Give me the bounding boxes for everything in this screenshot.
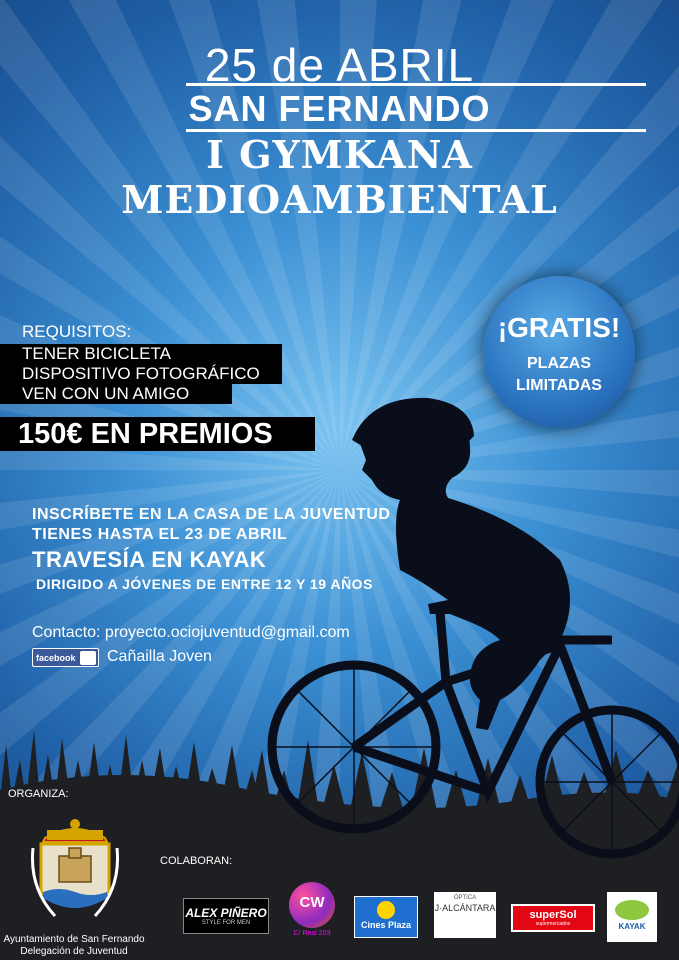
sponsor-kayak-name: KAYAK [618,922,646,931]
event-title: I GYMKANA MEDIOAMBIENTAL [121,132,558,222]
sponsor-optica-name: J·ALCÁNTARA [434,903,496,913]
requirement-item-friend: VEN CON UN AMIGO [0,384,232,404]
requirements-label: REQUISITOS: [22,322,132,341]
sponsor-alex-tagline: STYLE FOR MEN [201,920,251,926]
sponsor-cw [287,880,337,944]
sponsors-label: COLABORAN: [160,855,233,867]
sponsor-supersol-name: superSol [529,909,577,921]
sponsor-optica-top: ÓPTICA [453,895,477,901]
sponsor-cines-name: Cines Plaza [360,920,412,930]
sponsor-alex-name: ALEX PIÑERO [185,906,267,920]
cines-plaza-icon [377,901,395,919]
free-badge-line1: PLAZAS [527,355,591,372]
facebook-page-name: Cañailla Joven [107,648,212,665]
kayak-leaf-icon [615,900,649,920]
sponsor-supersol-tagline: supermercados [535,921,571,927]
prize-banner: 150€ EN PREMIOS [0,417,315,451]
requirement-item-bike: TENER BICICLETA [0,344,282,364]
deadline-text: TIENES HASTA EL 23 DE ABRIL [32,526,288,543]
sponsor-optica-alcantara [434,892,496,938]
event-city: SAN FERNANDO [188,88,491,129]
sponsor-kayak [607,892,657,942]
registration-text: INSCRÍBETE EN LA CASA DE LA JUVENTUD [32,506,391,523]
kayak-activity: TRAVESÍA EN KAYAK [32,547,267,572]
organizer-label: ORGANIZA: [8,788,69,800]
requirement-item-camera: DISPOSITIVO FOTOGRÁFICO [0,364,282,384]
free-badge-title: ¡GRATIS! [497,312,621,343]
sponsor-supersol [511,904,595,932]
organizer-department: Delegación de Juventud [20,946,128,957]
sponsor-cw-address: C/ Real 203 [293,930,331,937]
organizer-name: Ayuntamiento de San Fernando [3,934,145,945]
city-crest-logo [25,808,125,928]
event-date: 25 de ABRIL [204,39,475,91]
audience-text: DIRIGIDO A JÓVENES DE ENTRE 12 Y 19 AÑOS [36,576,373,592]
sponsor-alex-pinero [183,898,269,934]
free-badge-line2: LIMITADAS [516,377,602,394]
sponsor-cines-plaza [354,896,418,938]
contact-email: Contacto: proyecto.ociojuventud@gmail.com [32,624,350,641]
sponsor-cw-name: CW [299,894,325,911]
facebook-label: facebook [36,653,76,663]
